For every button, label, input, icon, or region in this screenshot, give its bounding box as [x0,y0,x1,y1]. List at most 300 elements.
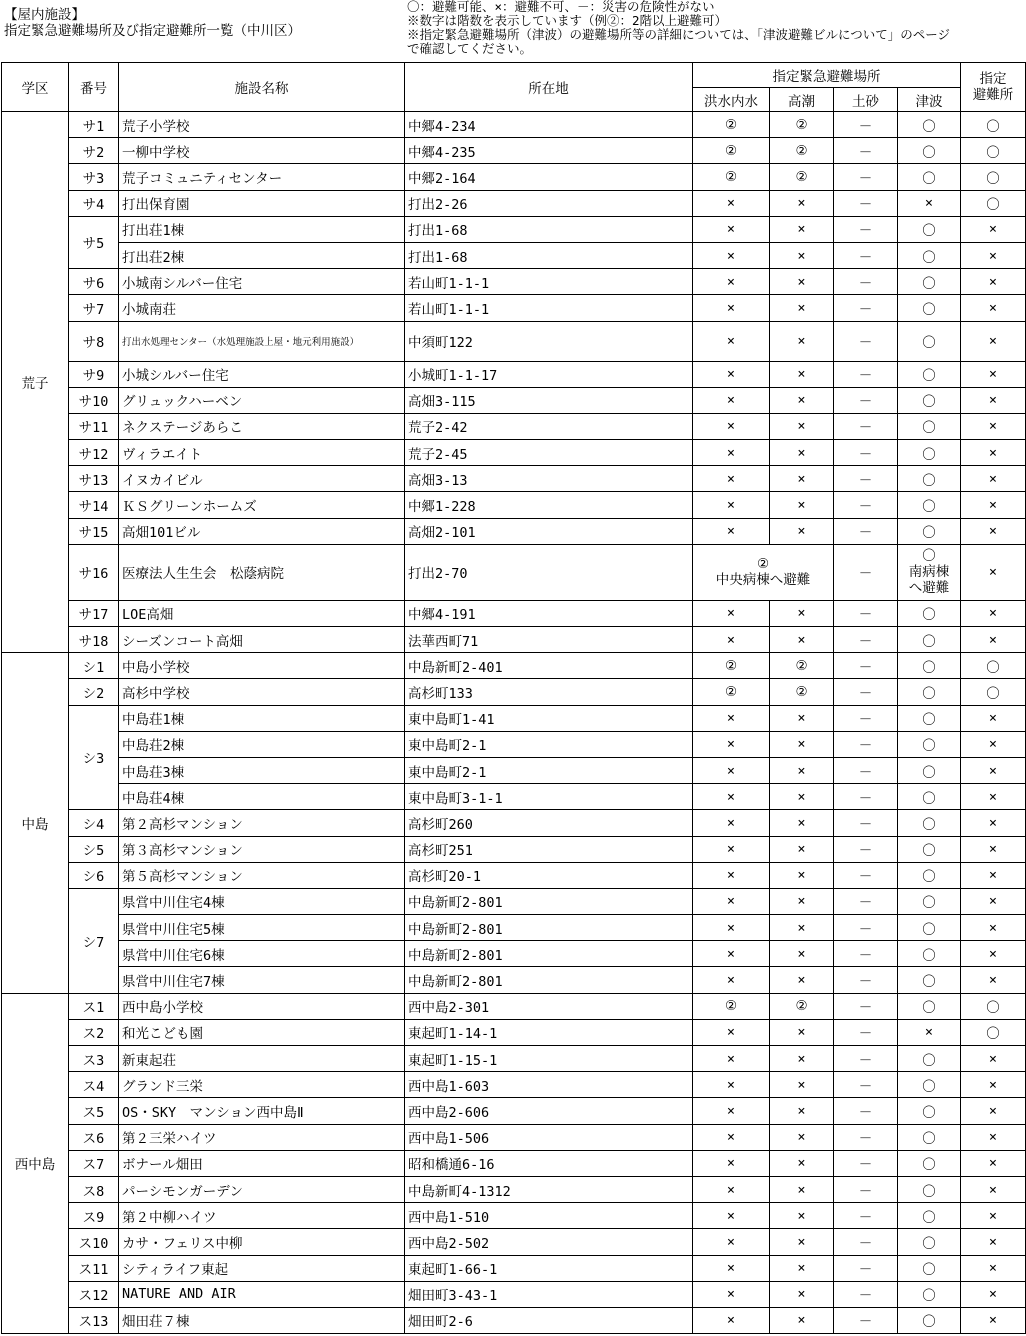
shelter-status: × [961,967,1026,993]
landslide-status: － [834,112,898,138]
shelter-status: 〇 [961,993,1026,1019]
facility-name: 高畑101ビル [119,518,405,544]
facility-number: サ10 [69,387,119,413]
shelter-status: × [961,1176,1026,1202]
facility-address: 中島新町2-801 [405,967,693,993]
facility-name: 中島荘4棟 [119,784,405,810]
high-tide-status: ② [770,138,834,164]
facility-address: 畑田町3-43-1 [405,1281,693,1307]
facility-name: 県営中川住宅4棟 [119,888,405,914]
shelter-status: × [961,810,1026,836]
shelter-status: × [961,1150,1026,1176]
tsunami-status: 〇 [898,1176,961,1202]
tsunami-status: × [898,190,961,216]
high-tide-status: × [770,190,834,216]
landslide-status: － [834,941,898,967]
table-row [2,295,1026,321]
tsunami-status: 〇 [898,836,961,862]
flood-status: ② [693,653,770,679]
flood-status: × [693,216,770,242]
tsunami-status: 〇 [898,1124,961,1150]
tsunami-status: 〇 [898,1072,961,1098]
flood-status: ② [693,679,770,705]
facility-number: ス2 [69,1019,119,1045]
facility-address: 西中島1-510 [405,1203,693,1229]
facility-number: サ4 [69,190,119,216]
landslide-status: － [834,466,898,492]
facility-number: サ8 [69,321,119,361]
flood-status: ② [693,138,770,164]
high-tide-status: × [770,731,834,757]
flood-status: × [693,836,770,862]
flood-status: × [693,1281,770,1307]
landslide-status: － [834,600,898,626]
facility-number: サ14 [69,492,119,518]
facility-name: イヌカイビル [119,466,405,492]
high-tide-status: × [770,1176,834,1202]
facility-name: 高杉中学校 [119,679,405,705]
flood-status: × [693,242,770,268]
table-row [2,269,1026,295]
flood-status: × [693,810,770,836]
high-tide-status: × [770,466,834,492]
facility-name: 新東起荘 [119,1046,405,1072]
high-tide-status: × [770,295,834,321]
high-tide-status: × [770,1307,834,1333]
tsunami-status: 〇 [898,1203,961,1229]
high-tide-status: × [770,518,834,544]
landslide-status: － [834,784,898,810]
legend-notes [407,0,1026,56]
facility-name: 県営中川住宅6棟 [119,941,405,967]
shelter-status: × [961,627,1026,653]
flood-status: × [693,1072,770,1098]
facility-name: 第２高杉マンション [119,810,405,836]
tsunami-status: 〇 [898,466,961,492]
landslide-status: － [834,1019,898,1045]
facility-name: OS・SKY マンション西中島Ⅱ [119,1098,405,1124]
table-row [2,627,1026,653]
facility-name: カサ・フェリス中柳 [119,1229,405,1255]
table-row [2,361,1026,387]
facility-number: サ16 [69,544,119,600]
shelter-status: × [961,466,1026,492]
facility-address: 西中島1-603 [405,1072,693,1098]
tsunami-status: 〇 [898,1307,961,1333]
header-flood: 洪水内水 [693,88,770,112]
shelter-status: × [961,1046,1026,1072]
facility-address: 高杉町20-1 [405,862,693,888]
table-row [2,138,1026,164]
flood-status: × [693,387,770,413]
shelter-status: × [961,321,1026,361]
facility-number: ス11 [69,1255,119,1281]
evacuation-site-table [1,62,1026,1334]
table-body [2,112,1026,1334]
high-tide-status: × [770,242,834,268]
table-row [2,600,1026,626]
flood-status: × [693,1229,770,1255]
facility-name: ボナール畑田 [119,1150,405,1176]
facility-name: グリュックハーベン [119,387,405,413]
tsunami-status: 〇 [898,216,961,242]
facility-name: NATURE AND AIR [119,1281,405,1307]
flood-tide-note: 中央病棟へ避難 [715,572,811,589]
shelter-status: 〇 [961,112,1026,138]
facility-address: 中島新町2-401 [405,653,693,679]
tsunami-status: 〇 [898,705,961,731]
shelter-status: 〇 [961,653,1026,679]
landslide-status: － [834,757,898,783]
high-tide-status: ② [770,653,834,679]
tsunami-status: 〇 [898,1281,961,1307]
table-row [2,190,1026,216]
table-row [2,242,1026,268]
table-row [2,1019,1026,1045]
flood-status: × [693,440,770,466]
facility-name: 西中島小学校 [119,993,405,1019]
table-row [2,784,1026,810]
tsunami-status: × [898,1019,961,1045]
title-line-2: 指定緊急避難場所及び指定避難所一覧（中川区） [4,22,301,39]
flood-status: × [693,1098,770,1124]
facility-address: 打出2-26 [405,190,693,216]
high-tide-status: × [770,1072,834,1098]
tsunami-status: 〇 [898,600,961,626]
table-row [2,731,1026,757]
flood-status: × [693,190,770,216]
tsunami-status: 〇 [898,164,961,190]
landslide-status: － [834,1229,898,1255]
facility-address: 小城町1-1-17 [405,361,693,387]
table-row [2,544,1026,600]
landslide-status: － [834,888,898,914]
facility-number: ス13 [69,1307,119,1333]
flood-status: × [693,1176,770,1202]
table-row [2,941,1026,967]
legend-note-tsunami: ※指定緊急避難場所（津波）の避難場所等の詳細については、「津波避難ビルについて」のページ [407,27,951,42]
facility-address: 高畑3-115 [405,387,693,413]
table-row [2,993,1026,1019]
flood-status: ② [693,993,770,1019]
table-row [2,705,1026,731]
high-tide-status: ② [770,164,834,190]
high-tide-status: × [770,810,834,836]
landslide-status: － [834,993,898,1019]
table-row [2,679,1026,705]
shelter-status: × [961,784,1026,810]
table-row [2,836,1026,862]
flood-status: × [693,915,770,941]
flood-status: × [693,1046,770,1072]
tsunami-status [898,544,961,600]
facility-number: サ17 [69,600,119,626]
flood-status: × [693,600,770,626]
high-tide-status: × [770,600,834,626]
high-tide-status: × [770,1203,834,1229]
facility-name: LOE高畑 [119,600,405,626]
tsunami-status: 〇 [898,993,961,1019]
high-tide-status: × [770,1124,834,1150]
high-tide-status: ② [770,679,834,705]
shelter-status: × [961,361,1026,387]
table-row [2,1203,1026,1229]
facility-name: 小城南シルバー住宅 [119,269,405,295]
facility-name: 第２中柳ハイツ [119,1203,405,1229]
tsunami-status: 〇 [898,967,961,993]
high-tide-status: ② [770,993,834,1019]
facility-name: 中島荘1棟 [119,705,405,731]
facility-number: サ13 [69,466,119,492]
header-facility-name: 施設名称 [119,63,405,112]
facility-address: 法華西町71 [405,627,693,653]
facility-name: ヴィラエイト [119,440,405,466]
tsunami-status: 〇 [898,138,961,164]
high-tide-status: × [770,440,834,466]
flood-status: × [693,1255,770,1281]
tsunami-status: 〇 [898,518,961,544]
facility-name: グランド三栄 [119,1072,405,1098]
landslide-status: － [834,1150,898,1176]
facility-number: ス6 [69,1124,119,1150]
shelter-status: × [961,440,1026,466]
table-row [2,810,1026,836]
district-cell: 西中島 [2,993,69,1333]
facility-address: 東中島町1-41 [405,705,693,731]
flood-status: × [693,295,770,321]
table-row [2,1072,1026,1098]
landslide-status: － [834,295,898,321]
landslide-status: － [834,387,898,413]
facility-address: 中島新町2-801 [405,915,693,941]
high-tide-status: × [770,836,834,862]
tsunami-status: 〇 [898,888,961,914]
tsunami-status: 〇 [898,112,961,138]
tsunami-status: 〇 [898,915,961,941]
header-district: 学区 [2,63,69,112]
shelter-status: × [961,1098,1026,1124]
facility-number: サ2 [69,138,119,164]
header-designated-shelter [961,63,1026,112]
facility-address: 打出1-68 [405,242,693,268]
flood-status: × [693,321,770,361]
facility-number: シ6 [69,862,119,888]
tsunami-status: 〇 [898,1046,961,1072]
high-tide-status: × [770,627,834,653]
facility-name: 第２三栄ハイツ [119,1124,405,1150]
table-row [2,387,1026,413]
shelter-status: × [961,1229,1026,1255]
landslide-status: － [834,269,898,295]
flood-status: × [693,941,770,967]
facility-number: ス1 [69,993,119,1019]
facility-number: シ5 [69,836,119,862]
document-title [4,8,301,39]
tsunami-status: 〇 [898,321,961,361]
high-tide-status: × [770,888,834,914]
high-tide-status: × [770,1255,834,1281]
facility-address: 西中島2-301 [405,993,693,1019]
facility-address: 畑田町2-6 [405,1307,693,1333]
landslide-status: － [834,862,898,888]
facility-address: 高杉町251 [405,836,693,862]
table-row [2,862,1026,888]
facility-name: シーズンコート高畑 [119,627,405,653]
flood-tide-status [693,544,834,600]
shelter-status: × [961,731,1026,757]
facility-name: 県営中川住宅7棟 [119,967,405,993]
shelter-status: × [961,757,1026,783]
facility-name: 小城シルバー住宅 [119,361,405,387]
high-tide-status: × [770,1046,834,1072]
high-tide-status: × [770,387,834,413]
tsunami-status: 〇 [898,242,961,268]
table-row [2,1229,1026,1255]
facility-number: サ1 [69,112,119,138]
facility-address: 中郷2-164 [405,164,693,190]
facility-address: 東起町1-14-1 [405,1019,693,1045]
table-row [2,1046,1026,1072]
facility-number: ス5 [69,1098,119,1124]
facility-name: 打出保育園 [119,190,405,216]
flood-status: × [693,757,770,783]
landslide-status: － [834,836,898,862]
flood-status: × [693,1019,770,1045]
shelter-status: 〇 [961,1019,1026,1045]
high-tide-status: × [770,321,834,361]
facility-number: サ9 [69,361,119,387]
shelter-status: × [961,836,1026,862]
facility-name: 中島小学校 [119,653,405,679]
facility-address: 打出1-68 [405,216,693,242]
flood-status: × [693,269,770,295]
landslide-status: － [834,138,898,164]
high-tide-status: × [770,915,834,941]
landslide-status: － [834,242,898,268]
table-row [2,413,1026,439]
shelter-status: × [961,1307,1026,1333]
shelter-status: 〇 [961,138,1026,164]
facility-address: 若山町1-1-1 [405,295,693,321]
facility-address: 高畑3-13 [405,466,693,492]
facility-name: ネクステージあらこ [119,413,405,439]
landslide-status: － [834,915,898,941]
table-row [2,164,1026,190]
tsunami-status: 〇 [898,731,961,757]
flood-status: × [693,413,770,439]
facility-address: 西中島1-506 [405,1124,693,1150]
facility-number: ス10 [69,1229,119,1255]
landslide-status: － [834,810,898,836]
facility-number: ス3 [69,1046,119,1072]
facility-address: 高杉町260 [405,810,693,836]
tsunami-status: 〇 [898,810,961,836]
landslide-status: － [834,361,898,387]
facility-address: 高杉町133 [405,679,693,705]
flood-status: × [693,967,770,993]
tsunami-status: 〇 [898,784,961,810]
facility-name: 畑田荘７棟 [119,1307,405,1333]
shelter-status: × [961,242,1026,268]
shelter-status: × [961,216,1026,242]
shelter-status: × [961,492,1026,518]
facility-address: 中郷4-235 [405,138,693,164]
shelter-status: × [961,1124,1026,1150]
table-row [2,888,1026,914]
facility-address: 西中島2-606 [405,1098,693,1124]
tsunami-status: 〇 [898,492,961,518]
shelter-status: × [961,888,1026,914]
facility-name: 打出荘1棟 [119,216,405,242]
shelter-status: × [961,295,1026,321]
high-tide-status: × [770,1229,834,1255]
header-shelter-line1: 指定 [979,71,1007,87]
facility-name: ＫＳグリーンホームズ [119,492,405,518]
header-high-tide: 高潮 [770,88,834,112]
table-row [2,1255,1026,1281]
high-tide-status: × [770,757,834,783]
tsunami-status: 〇 [898,361,961,387]
high-tide-status: × [770,1019,834,1045]
high-tide-status: × [770,784,834,810]
facility-name: 和光こども園 [119,1019,405,1045]
facility-address: 中須町122 [405,321,693,361]
facility-name: 第３高杉マンション [119,836,405,862]
facility-address: 昭和橋通6-16 [405,1150,693,1176]
facility-address: 東中島町2-1 [405,731,693,757]
landslide-status: － [834,190,898,216]
facility-address: 中郷1-228 [405,492,693,518]
district-cell: 荒子 [2,112,69,653]
tsunami-status: 〇 [898,295,961,321]
table-row [2,518,1026,544]
landslide-status: － [834,1203,898,1229]
tsunami-status: 〇 [898,862,961,888]
high-tide-status: × [770,1150,834,1176]
header-address: 所在地 [405,63,693,112]
flood-status: ② [693,164,770,190]
facility-name: 小城南荘 [119,295,405,321]
shelter-status: 〇 [961,679,1026,705]
facility-number: ス8 [69,1176,119,1202]
title-line-1: 【屋内施設】 [4,7,85,23]
table-row [2,1098,1026,1124]
shelter-status: 〇 [961,164,1026,190]
tsunami-status: 〇 [898,387,961,413]
header-emergency-site: 指定緊急避難場所 [693,63,961,88]
landslide-status: － [834,627,898,653]
facility-name: 中島荘2棟 [119,731,405,757]
shelter-status: × [961,387,1026,413]
high-tide-status: × [770,941,834,967]
facility-address: 西中島2-502 [405,1229,693,1255]
tsunami-status: 〇 [898,269,961,295]
high-tide-status: × [770,492,834,518]
shelter-status: × [961,600,1026,626]
landslide-status: － [834,705,898,731]
table-row [2,653,1026,679]
flood-status: × [693,518,770,544]
facility-number: サ18 [69,627,119,653]
flood-status: × [693,361,770,387]
facility-address: 中郷4-234 [405,112,693,138]
table-row [2,321,1026,361]
table-row [2,1281,1026,1307]
flood-status: × [693,888,770,914]
tsunami-status: 〇 [898,1150,961,1176]
tsunami-note-1: 南病棟 [908,564,950,581]
facility-name: 荒子コミュニティセンター [119,164,405,190]
